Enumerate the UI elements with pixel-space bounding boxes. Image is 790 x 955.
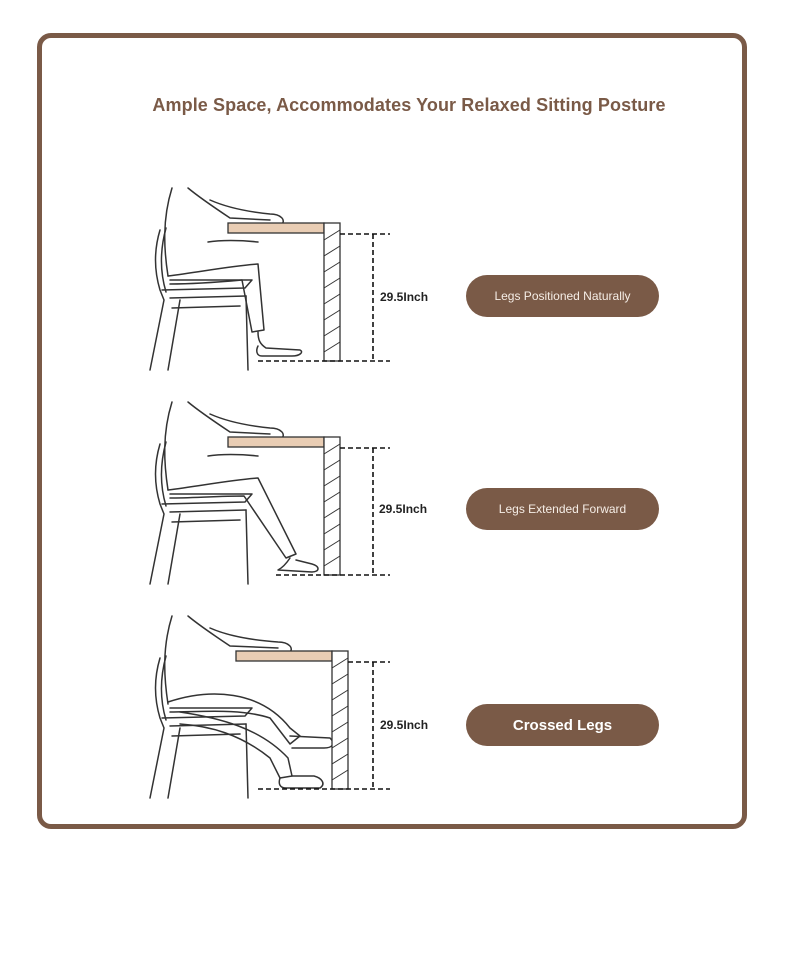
legs-extended-button[interactable]: Legs Extended Forward [466, 488, 659, 530]
legs-natural-button[interactable]: Legs Positioned Naturally [466, 275, 659, 317]
sitting-illustration-crossed [140, 608, 440, 808]
page-title: Ample Space, Accommodates Your Relaxed Sitting Posture [152, 95, 666, 115]
sitting-illustration-natural [140, 180, 440, 380]
sitting-illustration-extended [140, 394, 440, 594]
crossed-legs-button[interactable]: Crossed Legs [466, 704, 659, 746]
posture-row-natural [0, 180, 790, 380]
posture-row-extended [0, 394, 790, 594]
height-label: 29.5Inch [379, 502, 428, 516]
height-label: 29.5Inch [380, 290, 429, 304]
height-label: 29.5Inch [380, 718, 429, 732]
posture-row-crossed [0, 608, 790, 808]
